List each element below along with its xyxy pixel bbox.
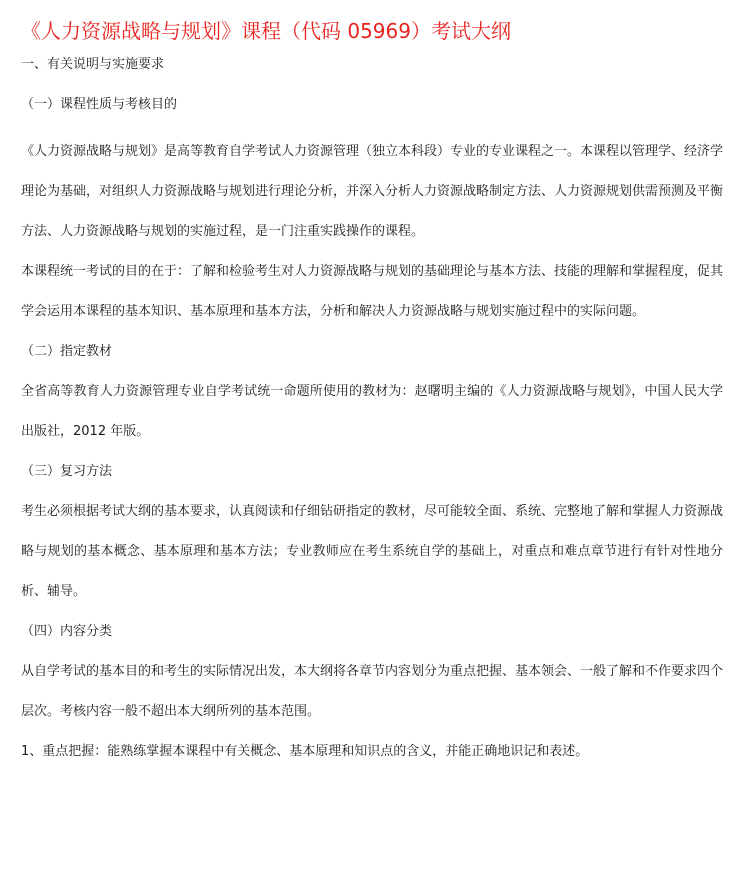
subsection-heading-textbook: （二）指定教材 <box>21 344 113 359</box>
section-heading-instructions: 一、有关说明与实施要求 <box>21 57 165 72</box>
paragraph-content-classification: 从自学考试的基本目的和考生的实际情况出发，本大纲将各章节内容划分为重点把握、基本领会、一般了解和不作要求四个层次。考核内容一般不超出本大纲所列的基本范围。 <box>21 664 724 719</box>
subsection-heading-review-method: （三）复习方法 <box>21 464 113 479</box>
subsection-heading-content-classification: （四）内容分类 <box>21 624 113 639</box>
document-title: 《人力资源战略与规划》课程（代码 05969）考试大纲 <box>21 19 511 43</box>
paragraph-review-method: 考生必须根据考试大纲的基本要求，认真阅读和仔细钻研指定的教材，尽可能较全面、系统、完整地了解和掌握人力资源战略与规划的基本概念、基本原理和基本方法；专业教师应在考生系统自学的基础上，对重点和难点章节进行有针对性地分析、辅导。 <box>21 504 724 599</box>
paragraph-textbook: 全省高等教育人力资源管理专业自学考试统一命题所使用的教材为：赵曙明主编的《人力资源战略与规划》，中国人民大学出版社，2012 年版。 <box>21 384 723 439</box>
list-item-key-mastery: 1、重点把握：能熟练掌握本课程中有关概念、基本原理和知识点的含义，并能正确地识记和表述。 <box>21 744 589 759</box>
paragraph-course-nature: 《人力资源战略与规划》是高等教育自学考试人力资源管理（独立本科段）专业的专业课程之一。本课程以管理学、经济学理论为基础，对组织人力资源战略与规划进行理论分析，并深入分析人力资源战略制定方法、人力资源规划供需预测及平衡方法、人力资源战略与规划的实施过程，是一门注重实践操作的课程。 <box>21 144 724 239</box>
subsection-heading-course-nature: （一）课程性质与考核目的 <box>21 97 178 112</box>
paragraph-exam-purpose: 本课程统一考试的目的在于：了解和检验考生对人力资源战略与规划的基础理论与基本方法、技能的理解和掌握程度，促其学会运用本课程的基本知识、基本原理和基本方法，分析和解决人力资源战略与规划实施过程中的实际问题。 <box>21 264 724 319</box>
